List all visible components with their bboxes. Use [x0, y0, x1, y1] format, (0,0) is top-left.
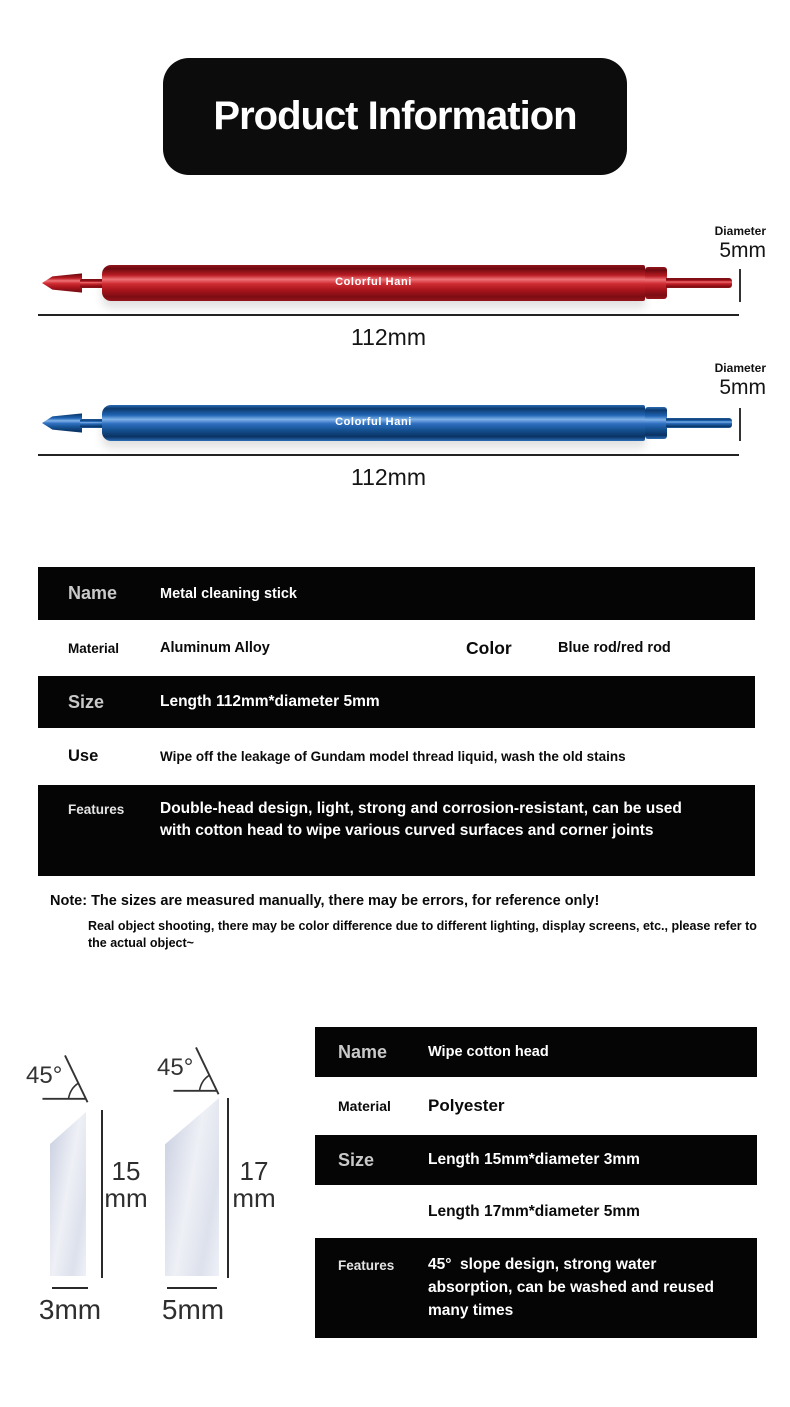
- width-measure-line-small: [52, 1287, 88, 1289]
- spec-color-label: Color: [466, 637, 512, 658]
- blue-rod-collar: [645, 407, 667, 439]
- blue-rod-diameter-label: Diameter: [714, 361, 766, 375]
- spec-features-label: Features: [68, 802, 125, 817]
- red-rod-diameter-value: 5mm: [719, 238, 766, 262]
- cotton-name-value: Wipe cotton head: [428, 1044, 549, 1060]
- page-title: Product Information: [213, 94, 577, 138]
- cotton-features-value: 45° slope design, strong water absorption, can be washed and reused many times: [428, 1256, 714, 1319]
- width-measure-line-large: [167, 1287, 217, 1289]
- red-rod-brand-label: Colorful Hani: [335, 276, 412, 288]
- spec-row-size: [38, 676, 755, 728]
- angle-label-large: 45°: [157, 1054, 194, 1081]
- spec-row-features: [38, 785, 755, 876]
- red-rod-left-neck: [80, 279, 104, 288]
- spec-row-name: [38, 567, 755, 620]
- cotton-head-shape-small: [50, 1112, 86, 1276]
- spec-row-use: [38, 728, 755, 785]
- spec-size-value: Length 112mm*diameter 5mm: [160, 693, 380, 710]
- spec-use-value: Wipe off the leakage of Gundam model thread liquid, wash the old stains: [160, 748, 626, 764]
- red-rod-diameter-block: [636, 225, 766, 263]
- cotton-row-material: [315, 1077, 757, 1135]
- spec-size-label: Size: [68, 691, 105, 712]
- red-rod-left-tip-icon: [42, 272, 82, 294]
- blue-rod-diameter-tick: [739, 408, 741, 441]
- cotton-row-features: [315, 1238, 757, 1338]
- spec-use-label: Use: [68, 747, 99, 765]
- height-value-small: 15: [111, 1156, 141, 1186]
- spec-material-label: Material: [68, 640, 120, 656]
- height-value-large: 17: [239, 1156, 269, 1186]
- note-line-1: Note: The sizes are measured manually, there may be errors, for reference only!: [50, 893, 600, 909]
- spec-row-material-color: [38, 620, 755, 676]
- height-unit-large: mm: [232, 1183, 276, 1213]
- spec-material-value: Aluminum Alloy: [160, 640, 270, 656]
- angle-45-icon: [169, 1044, 223, 1096]
- blue-rod-diameter-value: 5mm: [719, 375, 766, 399]
- red-rod-length-label: 112mm: [351, 324, 426, 350]
- cotton-row-size-1: [315, 1135, 757, 1185]
- cotton-material-label: Material: [338, 1098, 391, 1114]
- spec-name-label: Name: [68, 583, 118, 603]
- blue-rod-length-line: [38, 454, 739, 456]
- cotton-size-value-1: Length 15mm*diameter 3mm: [428, 1151, 640, 1168]
- width-label-small: 3mm: [38, 1294, 102, 1325]
- blue-rod-diameter-block: [636, 362, 766, 400]
- cotton-features-label: Features: [338, 1258, 395, 1273]
- angle-label-small: 45°: [26, 1062, 63, 1089]
- red-rod-collar: [645, 267, 667, 299]
- blue-rod-brand-label: Colorful Hani: [335, 416, 412, 428]
- red-rod-diameter-tick: [739, 269, 741, 302]
- red-rod-diameter-label: Diameter: [714, 224, 766, 238]
- cotton-size-value-2: Length 17mm*diameter 5mm: [428, 1202, 640, 1220]
- note-line-2: Real object shooting, there may be color difference due to different lighting, display screens, etc., please refer to the actual object~: [88, 919, 757, 950]
- cotton-size-label: Size: [338, 1149, 375, 1170]
- spec-name-value: Metal cleaning stick: [160, 585, 297, 602]
- blue-rod-right-pin: [666, 418, 732, 428]
- spec-color-value: Blue rod/red rod: [558, 640, 671, 656]
- blue-rod-left-neck: [80, 419, 104, 428]
- cotton-head-shape-large: [165, 1098, 219, 1276]
- cotton-row-name: [315, 1027, 757, 1077]
- angle-45-icon: [38, 1052, 92, 1104]
- width-label-large: 5mm: [161, 1294, 225, 1325]
- cotton-row-size-2: [315, 1185, 757, 1238]
- blue-rod-left-tip-icon: [42, 412, 82, 434]
- blue-rod-length-label: 112mm: [351, 464, 426, 490]
- cotton-name-label: Name: [338, 1041, 388, 1062]
- height-unit-small: mm: [104, 1183, 148, 1213]
- height-label-large: [226, 1158, 282, 1212]
- red-rod-right-pin: [666, 278, 732, 288]
- spec-features-value: Double-head design, light, strong and corrosion-resistant, can be used with cotton head to wipe various curved surfaces and corner joints: [160, 800, 682, 839]
- red-rod-length-line: [38, 314, 739, 316]
- header-badge: [163, 58, 627, 175]
- cotton-material-value: Polyester: [428, 1096, 505, 1115]
- height-label-small: [99, 1158, 153, 1212]
